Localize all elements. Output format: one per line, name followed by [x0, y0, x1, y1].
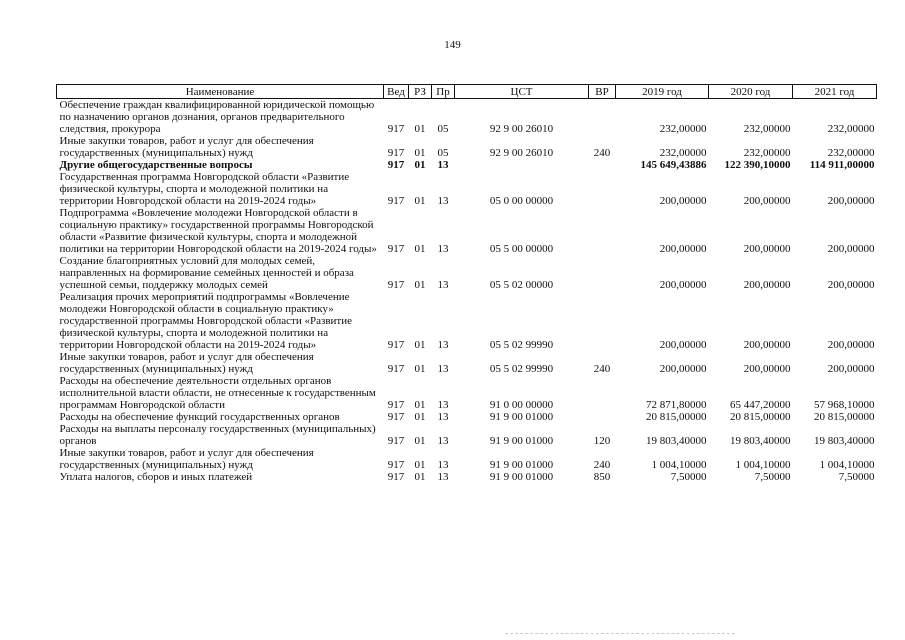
header-pr: Пр: [432, 85, 455, 99]
cell-name: Иные закупки товаров, работ и услуг для обеспечения государственных (муниципальных) нужд: [59, 135, 314, 159]
cell-cst: 92 9 00 26010: [489, 147, 554, 159]
table-row: [57, 99, 877, 136]
cell-vr: 850: [593, 471, 611, 483]
cell-vr: [589, 207, 616, 255]
header-ved: Вед: [384, 85, 409, 99]
cell-name: Другие общегосударственные вопросы: [59, 159, 253, 171]
cell-rz: 01: [414, 363, 426, 375]
cell-rz: 01: [414, 459, 426, 471]
cell-pr: 13: [437, 399, 449, 411]
scan-artifact-line: [505, 633, 735, 635]
cell-name: Реализация прочих мероприятий подпрограммы «Вовлечение молодежи Новгородской области в социальную практику» государственной программы Новгородской области «Развитие физической культуры, спорта и молодежной политики на территории Новгородской области на 2019-2024 годы»: [59, 291, 352, 351]
cell-y2021: 114 911,00000: [809, 159, 875, 171]
header-2019: 2019 год: [616, 85, 709, 99]
cell-pr: 13: [437, 363, 449, 375]
cell-ved: 917: [387, 339, 405, 351]
cell-name: Государственная программа Новгородской области «Развитие физической культуры, спорта и молодежной политики на территории Новгородской области на 2019-2024 годы»: [59, 171, 350, 207]
cell-pr: 13: [437, 159, 449, 171]
table-row: [57, 411, 877, 423]
cell-ved: 917: [387, 159, 405, 171]
cell-vr: [589, 255, 616, 291]
cell-y2020: 232,00000: [743, 123, 791, 135]
table-row: [57, 135, 877, 159]
cell-y2021: 57 968,10000: [814, 399, 875, 411]
cell-cst: 91 9 00 01000: [489, 435, 554, 447]
cell-rz: 01: [414, 339, 426, 351]
cell-y2019: 200,00000: [659, 243, 707, 255]
cell-pr: 13: [437, 411, 449, 423]
cell-pr: 13: [437, 279, 449, 291]
cell-y2021: 7,50000: [838, 471, 875, 483]
cell-y2019: 20 815,00000: [646, 411, 707, 423]
cell-ved: 917: [387, 411, 405, 423]
table-row: [57, 255, 877, 291]
cell-pr: 13: [437, 339, 449, 351]
cell-y2019: 232,00000: [659, 147, 707, 159]
cell-y2019: 200,00000: [659, 339, 707, 351]
table-row: [57, 447, 877, 471]
cell-rz: 01: [414, 123, 426, 135]
cell-ved: 917: [387, 279, 405, 291]
cell-cst: 05 5 02 99990: [489, 339, 554, 351]
header-cst: ЦСТ: [455, 85, 589, 99]
budget-table: [56, 84, 877, 483]
table-row: [57, 171, 877, 207]
cell-vr: 120: [593, 435, 611, 447]
cell-y2019: 232,00000: [659, 123, 707, 135]
cell-y2021: 20 815,00000: [814, 411, 875, 423]
cell-cst: 05 5 02 00000: [489, 279, 554, 291]
cell-name: Иные закупки товаров, работ и услуг для обеспечения государственных (муниципальных) нужд: [59, 351, 314, 375]
cell-vr: [589, 375, 616, 411]
cell-y2020: 200,00000: [743, 363, 791, 375]
cell-vr: [589, 159, 616, 171]
header-row: [57, 85, 877, 99]
cell-y2021: 232,00000: [827, 123, 875, 135]
cell-rz: 01: [414, 471, 426, 483]
cell-y2020: 1 004,10000: [735, 459, 791, 471]
cell-y2021: 19 803,40000: [814, 435, 875, 447]
cell-rz: 01: [414, 243, 426, 255]
cell-cst: 05 5 00 00000: [489, 243, 554, 255]
cell-vr: 240: [593, 147, 611, 159]
cell-ved: 917: [387, 147, 405, 159]
cell-rz: 01: [414, 279, 426, 291]
cell-cst: 92 9 00 26010: [489, 123, 554, 135]
page-number: 149: [444, 39, 461, 51]
cell-y2021: 1 004,10000: [819, 459, 875, 471]
table-row: [57, 207, 877, 255]
cell-pr: 05: [437, 147, 449, 159]
cell-y2019: 72 871,80000: [646, 399, 707, 411]
cell-name: Расходы на обеспечение деятельности отдельных органов исполнительной власти области, не отнесенные к государственным программам Новгородской области: [59, 375, 376, 411]
cell-ved: 917: [387, 471, 405, 483]
cell-pr: 13: [437, 195, 449, 207]
cell-y2020: 65 447,20000: [730, 399, 791, 411]
table-row: [57, 471, 877, 483]
cell-ved: 917: [387, 363, 405, 375]
cell-y2019: 145 649,43886: [640, 159, 707, 171]
cell-rz: 01: [414, 195, 426, 207]
header-name: Наименование: [57, 85, 384, 99]
cell-rz: 01: [414, 159, 426, 171]
header-rz: РЗ: [409, 85, 432, 99]
cell-vr: [589, 99, 616, 136]
cell-cst: 91 0 00 00000: [489, 399, 554, 411]
cell-cst: 91 9 00 01000: [489, 471, 554, 483]
cell-y2020: 200,00000: [743, 243, 791, 255]
cell-y2021: 200,00000: [827, 195, 875, 207]
cell-pr: 13: [437, 243, 449, 255]
cell-y2020: 7,50000: [754, 471, 791, 483]
cell-rz: 01: [414, 411, 426, 423]
cell-pr: 13: [437, 459, 449, 471]
cell-y2019: 200,00000: [659, 279, 707, 291]
cell-cst: 91 9 00 01000: [489, 411, 554, 423]
cell-y2019: 1 004,10000: [651, 459, 707, 471]
cell-y2019: 7,50000: [670, 471, 707, 483]
cell-rz: 01: [414, 399, 426, 411]
cell-vr: [589, 171, 616, 207]
cell-name: Иные закупки товаров, работ и услуг для обеспечения государственных (муниципальных) нужд: [59, 447, 314, 471]
cell-pr: 13: [437, 471, 449, 483]
cell-name: Обеспечение граждан квалифицированной юридической помощью по назначению органов дознания, органов предварительного следствия, прокурора: [59, 99, 375, 135]
cell-cst: 91 9 00 01000: [489, 459, 554, 471]
cell-y2021: 232,00000: [827, 147, 875, 159]
cell-y2020: 200,00000: [743, 339, 791, 351]
cell-y2019: 200,00000: [659, 363, 707, 375]
cell-rz: 01: [414, 147, 426, 159]
cell-ved: 917: [387, 435, 405, 447]
cell-cst: 05 0 00 00000: [489, 195, 554, 207]
table-body: [57, 99, 877, 484]
cell-rz: 01: [414, 435, 426, 447]
cell-name: Создание благоприятных условий для молодых семей, направленных на формирование семейных ценностей и образа успешной семьи, поддержку молодых семей: [59, 255, 354, 291]
cell-name: Подпрограмма «Вовлечение молодежи Новгородской области в социальную практику» государственной программы Новгородской области «Развитие физической культуры, спорта и молодежной политики на территории Новгородской области на 2019-2024 годы»: [59, 207, 377, 255]
table-row: [57, 375, 877, 411]
cell-y2020: 232,00000: [743, 147, 791, 159]
header-2021: 2021 год: [793, 85, 877, 99]
cell-name: Расходы на выплаты персоналу государственных (муниципальных) органов: [59, 423, 376, 447]
cell-cst: [455, 159, 589, 171]
cell-ved: 917: [387, 459, 405, 471]
cell-y2020: 200,00000: [743, 279, 791, 291]
cell-y2019: 200,00000: [659, 195, 707, 207]
table-row: [57, 159, 877, 171]
cell-y2020: 19 803,40000: [730, 435, 791, 447]
cell-vr: 240: [593, 459, 611, 471]
cell-y2021: 200,00000: [827, 279, 875, 291]
cell-y2021: 200,00000: [827, 363, 875, 375]
table-row: [57, 423, 877, 447]
cell-ved: 917: [387, 195, 405, 207]
cell-y2020: 200,00000: [743, 195, 791, 207]
table-row: [57, 351, 877, 375]
table-row: [57, 291, 877, 351]
header-vr: ВР: [589, 85, 616, 99]
cell-vr: [589, 291, 616, 351]
cell-y2021: 200,00000: [827, 339, 875, 351]
cell-pr: 13: [437, 435, 449, 447]
cell-ved: 917: [387, 399, 405, 411]
cell-vr: 240: [593, 363, 611, 375]
cell-y2020: 20 815,00000: [730, 411, 791, 423]
cell-pr: 05: [437, 123, 449, 135]
cell-y2019: 19 803,40000: [646, 435, 707, 447]
cell-vr: [589, 411, 616, 423]
cell-y2020: 122 390,10000: [724, 159, 791, 171]
cell-cst: 05 5 02 99990: [489, 363, 554, 375]
cell-name: Уплата налогов, сборов и иных платежей: [59, 471, 253, 483]
cell-ved: 917: [387, 123, 405, 135]
cell-y2021: 200,00000: [827, 243, 875, 255]
header-2020: 2020 год: [709, 85, 793, 99]
cell-ved: 917: [387, 243, 405, 255]
cell-name: Расходы на обеспечение функций государственных органов: [59, 411, 340, 423]
